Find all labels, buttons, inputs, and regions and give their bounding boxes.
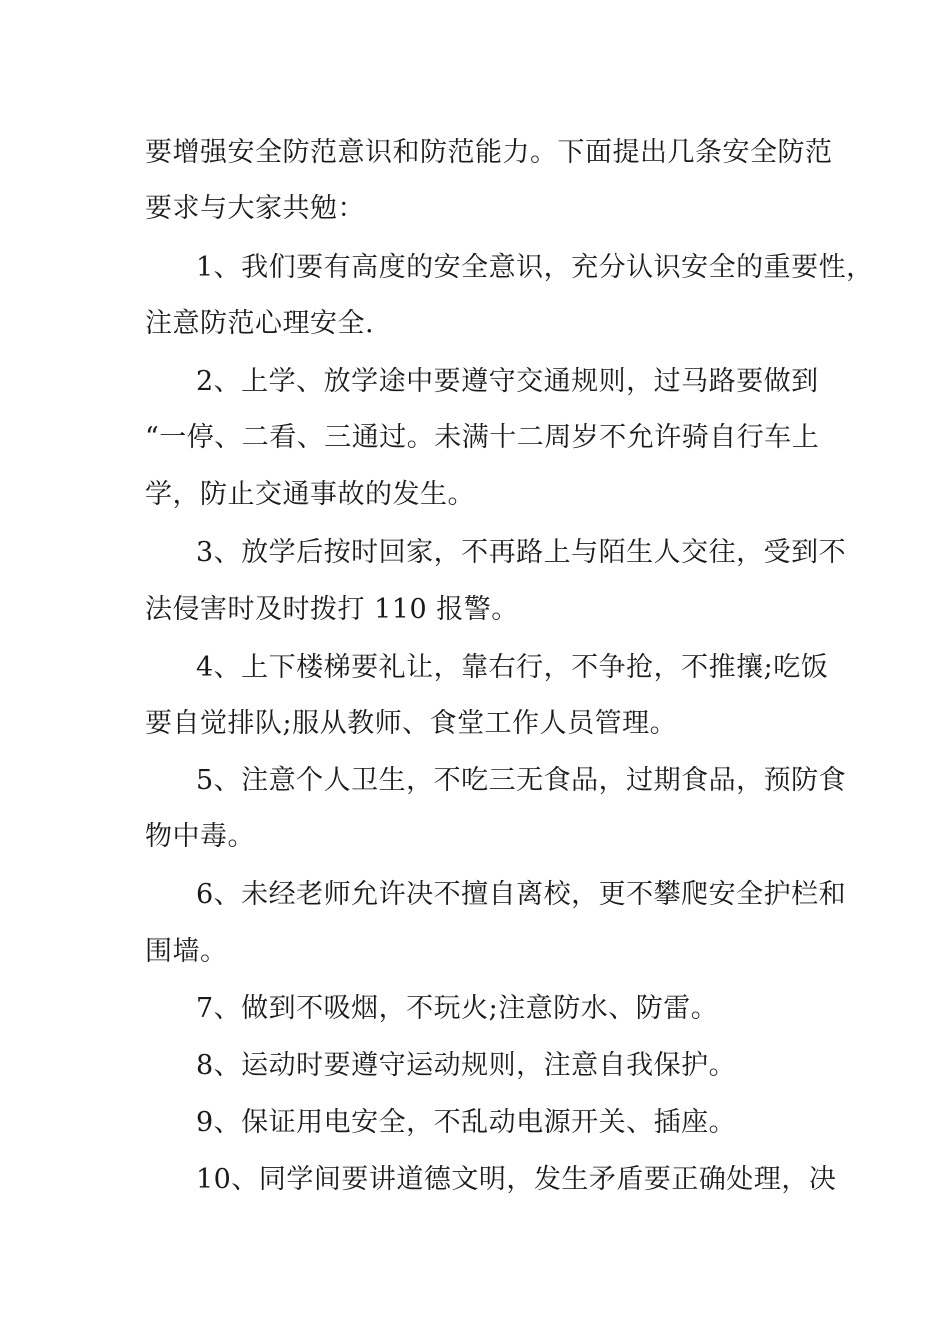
list-item-3-line: 法侵害时及时拨打 110 报警。 — [145, 594, 519, 625]
list-item-10-line: 10、同学间要讲道德文明，发生矛盾要正确处理，决 — [196, 1164, 837, 1195]
list-item-4-line: 要自觉排队;服从教师、食堂工作人员管理。 — [145, 708, 678, 739]
list-item-2-line: 学，防止交通事故的发生。 — [145, 479, 475, 510]
paragraph-line: 要求与大家共勉： — [145, 193, 365, 224]
paragraph-line: 要增强安全防范意识和防范能力。下面提出几条安全防范 — [145, 137, 833, 168]
list-item-3-line: 3、放学后按时回家，不再路上与陌生人交往，受到不 — [196, 537, 847, 568]
list-item-7-line: 7、做到不吸烟，不玩火;注意防水、防雷。 — [196, 993, 719, 1024]
list-item-2-line: 2、上学、放学途中要遵守交通规则，过马路要做到 — [196, 366, 819, 397]
list-item-2-line: “一停、二看、三通过。未满十二周岁不允许骑自行车上 — [145, 422, 820, 453]
list-item-5-line: 5、注意个人卫生，不吃三无食品，过期食品，预防食 — [196, 765, 847, 796]
list-item-8-line: 8、运动时要遵守运动规则，注意自我保护。 — [196, 1050, 737, 1081]
list-item-6-line: 围墙。 — [145, 936, 228, 967]
list-item-4-line: 4、上下楼梯要礼让，靠右行，不争抢，不推攘;吃饭 — [196, 652, 829, 683]
list-item-9-line: 9、保证用电安全，不乱动电源开关、插座。 — [196, 1107, 737, 1138]
list-item-1-line: 注意防范心理安全. — [145, 308, 375, 339]
list-item-1-line: 1、我们要有高度的安全意识，充分认识安全的重要性， — [196, 252, 874, 283]
list-item-6-line: 6、未经老师允许决不擅自离校，更不攀爬安全护栏和 — [196, 879, 847, 910]
list-item-5-line: 物中毒。 — [145, 821, 255, 852]
